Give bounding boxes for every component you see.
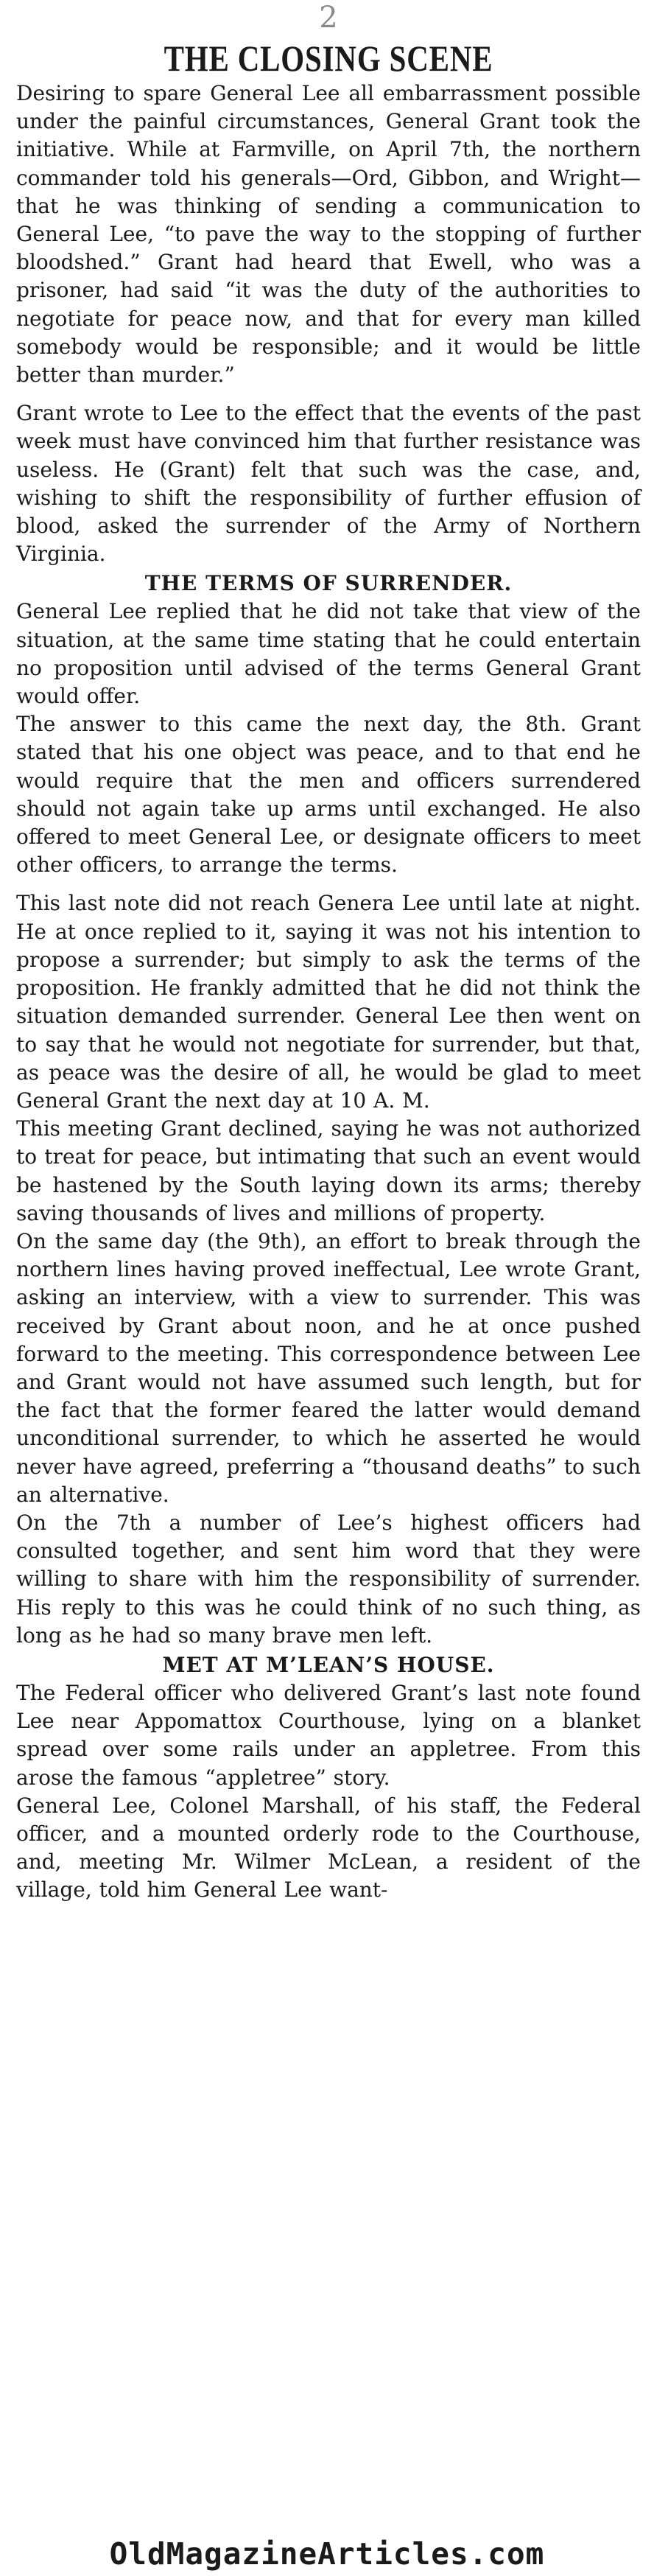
- section-heading-terms: THE TERMS OF SURRENDER.: [144, 571, 513, 596]
- paragraph-terms-2: The answer to this came the next day, the 8th. Grant stated that his one object was peace, and to that end he would require that the men and officers surrendered should not again take up arms until exchanged. He also offered to meet General Lee, or designate officers to meet other officers, to arrange the terms.: [16, 712, 641, 878]
- paragraph-terms-3: This last note did not reach Genera Lee until late at night. He at once replied to it, saying it was not his intention to propose a surrender; but simply to ask the terms of the proposition. He frankly admitted that he did not think the situation demanded surrender. General Lee then went on to say that he would not negotiate for surrender, but that, as peace was the desire of all, he would be glad to meet General Grant the next day at 10 A. M.: [16, 891, 641, 1113]
- paragraph-terms-6: On the 7th a number of Lee’s highest officers had consulted together, and sent him word that they were willing to share with him the responsibility of surrender. His reply to this was he could think of no such thing, as long as he had so many brave men left.: [16, 1510, 641, 1648]
- paragraph-terms-1: General Lee replied that he did not take that view of the situation, at the same time stating that he could entertain no proposition until advised of the terms General Grant would offer.: [16, 599, 641, 709]
- paragraph-terms-4: This meeting Grant declined, saying he was not authorized to treat for peace, but intimating that such an event would be hastened by the South laying down its arms; thereby saving thousands of lives and millions of property.: [16, 1116, 641, 1225]
- site-footer-link[interactable]: OldMagazineArticles.com: [109, 2536, 545, 2572]
- paragraph-mclean-1: The Federal officer who delivered Grant’s last note found Lee near Appomattox Courthouse, lying on a blanket spread over some rails under an appletree. From this arose the famous “appletree” story.: [16, 1680, 641, 1790]
- paragraph-terms-5: On the same day (the 9th), an effort to break through the northern lines having proved ineffectual, Lee wrote Grant, asking an interview, with a view to surrender. This was received by Grant about noon, and he at once pushed forward to the meeting. This correspondence between Lee and Grant would not have assumed such length, but for the fact that the former feared the latter would demand unconditional surrender, to which he asserted he would never have agreed, preferring a “thousand deaths” to such an alternative.: [16, 1228, 641, 1507]
- paragraph-intro-2: Grant wrote to Lee to the effect that the events of the past week must have convinced him that further resistance was useless. He (Grant) felt that such was the case, and, wishing to shift the responsibility of further effusion of blood, asked the surrender of the Army of Northern Virginia.: [16, 401, 641, 567]
- page-number: 2: [319, 1, 338, 35]
- paragraph-mclean-2: General Lee, Colonel Marshall, of his staff, the Federal officer, and a mounted orderly rode to the Courthouse, and, meeting Mr. Wilmer McLean, a resident of the village, told him General Lee want-: [16, 1793, 641, 1903]
- paragraph-intro-1: Desiring to spare General Lee all embarrassment possible under the painful circumstances, General Grant took the initiative. While at Farmville, on April 7th, the northern commander told his generals—Ord, Gibbon, and Wright—that he was thinking of sending a communication to General Lee, “to pave the way to the stopping of further bloodshed.” Grant had heard that Ewell, who was a prisoner, had said “it was the duty of the authorities to negotiate for peace now, and that for every man killed somebody would be responsible; and it would be little better than murder.”: [16, 81, 641, 388]
- section-heading-mclean: MET AT M’LEAN’S HOUSE.: [162, 1652, 495, 1677]
- article-title: THE CLOSING SCENE: [164, 38, 493, 79]
